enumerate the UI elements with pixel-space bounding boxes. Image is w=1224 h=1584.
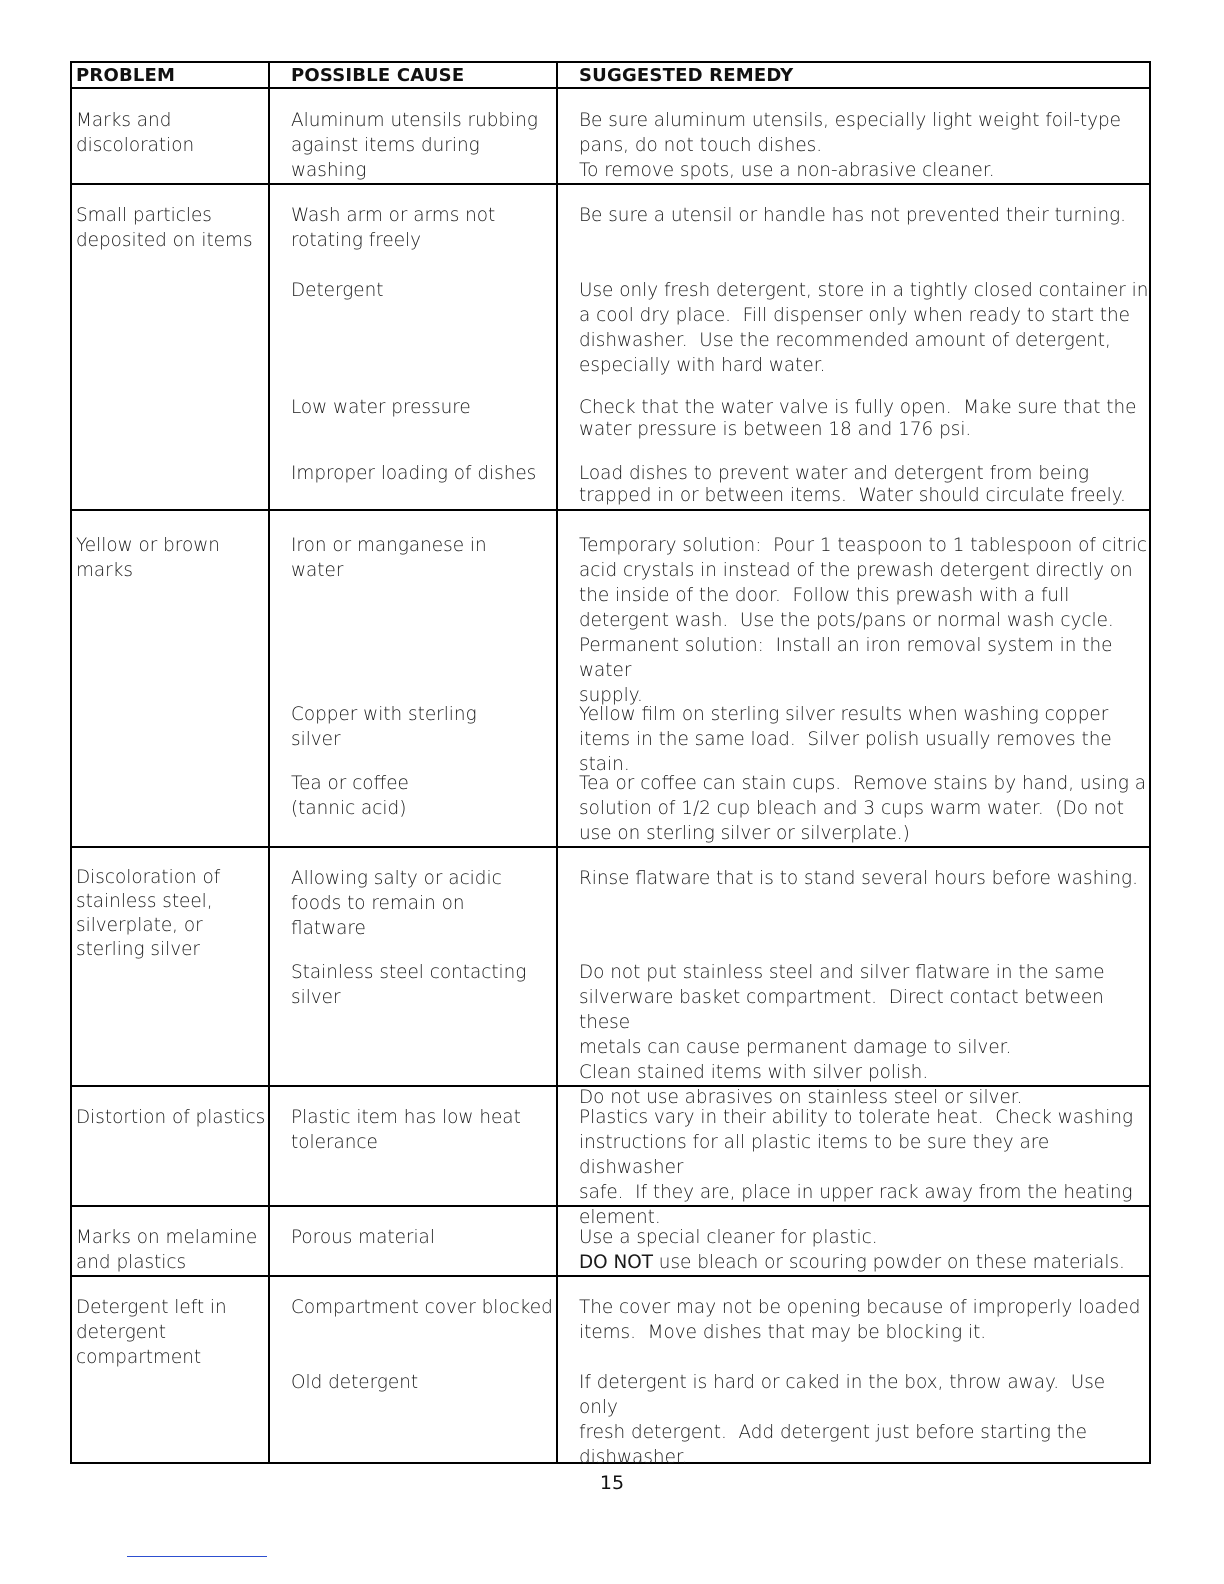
problem-cell: Distortion of plastics bbox=[76, 1107, 266, 1128]
cause-cell: Plastic item has low heat tolerance bbox=[291, 1107, 521, 1153]
cause-cell: Copper with sterling silver bbox=[291, 704, 477, 750]
cause-cell: Detergent bbox=[291, 280, 384, 301]
page-number: 15 bbox=[599, 1472, 625, 1494]
cause-cell: Iron or manganese in water bbox=[291, 535, 487, 581]
problem-cell: Discoloration of stainless steel, silverplate, or sterling silver bbox=[76, 867, 221, 960]
remedy-cell: Tea or coffee can stain cups. Remove stains by hand, using a solution of 1/2 cup bleach and 3 cups warm water. (Do not use on sterling silver or silverplate.) bbox=[579, 773, 1147, 844]
remedy-cell bbox=[579, 1225, 1125, 1275]
column-divider bbox=[556, 63, 558, 1462]
row-divider bbox=[72, 1275, 1149, 1277]
problem-cell: Detergent left in detergent compartment bbox=[76, 1297, 227, 1368]
remedy-cell: Plastics vary in their ability to tolerate heat. Check washing instructions for all plastic items to be sure they are dishwasher safe. If they are, place in upper rack away from the heating element. bbox=[579, 1107, 1134, 1228]
remedy-line: use bleach or scouring powder on these materials. bbox=[652, 1252, 1125, 1273]
remedy-cell: Load dishes to prevent water and detergent from being trapped in or between items. Water should circulate freely. bbox=[579, 463, 1126, 506]
remedy-cell: Temporary solution: Pour 1 teaspoon to 1 tablespoon of citric acid crystals in instead of the prewash detergent directly on the inside of the door. Follow this prewash with a full detergent wash. Use the pots/pans or normal wash cycle. Permanent solution: Install an iron removal system in the water supply. bbox=[579, 535, 1147, 706]
cause-cell: Stainless steel contacting silver bbox=[291, 962, 527, 1008]
remedy-cell: Be sure aluminum utensils, especially light weight foil-type pans, do not touch dishes. To remove spots, use a non-abrasive cleaner. bbox=[579, 110, 1121, 181]
cause-cell: Allowing salty or acidic foods to remain on flatware bbox=[291, 868, 502, 939]
cause-cell: Old detergent bbox=[291, 1372, 419, 1393]
problem-cell: Marks and discoloration bbox=[76, 110, 195, 156]
header-problem: PROBLEM bbox=[76, 65, 176, 86]
warning-emphasis: DO NOT bbox=[579, 1252, 653, 1273]
remedy-cell: Do not put stainless steel and silver flatware in the same silverware basket compartment. Direct contact between these metals can cause permanent damage to silver. Clean stained items with silver polish. Do not use abrasives on stainless steel or silver. bbox=[579, 962, 1105, 1108]
cause-cell: Porous material bbox=[291, 1227, 435, 1248]
row-divider bbox=[72, 183, 1149, 185]
remedy-cell: Yellow film on sterling silver results when washing copper items in the same load. Silver polish usually removes the stain. bbox=[579, 704, 1112, 775]
cause-cell: Improper loading of dishes bbox=[291, 463, 537, 484]
cause-cell: Tea or coffee (tannic acid) bbox=[291, 773, 409, 819]
cause-cell: Wash arm or arms not rotating freely bbox=[291, 205, 496, 251]
remedy-cell: Rinse flatware that is to stand several hours before washing. bbox=[579, 868, 1138, 889]
row-divider bbox=[72, 846, 1149, 848]
footer-rule bbox=[127, 1556, 267, 1557]
remedy-cell: Be sure a utensil or handle has not prevented their turning. bbox=[579, 205, 1127, 226]
header-suggested-remedy: SUGGESTED REMEDY bbox=[579, 65, 794, 86]
cause-cell: Low water pressure bbox=[291, 397, 471, 418]
problem-cell: Small particles deposited on items bbox=[76, 205, 253, 251]
column-divider bbox=[268, 63, 270, 1462]
remedy-line: Use a special cleaner for plastic. bbox=[579, 1227, 878, 1248]
problem-cell: Yellow or brown marks bbox=[76, 535, 220, 581]
header-possible-cause: POSSIBLE CAUSE bbox=[291, 65, 465, 86]
row-divider bbox=[72, 509, 1149, 511]
header-divider bbox=[72, 87, 1149, 89]
remedy-cell: Use only fresh detergent, store in a tightly closed container in a cool dry place. Fill dispenser only when ready to start the dishwasher. Use the recommended amount of detergent, especially with hard water. bbox=[579, 280, 1149, 376]
problem-cell: Marks on melamine and plastics bbox=[76, 1227, 258, 1273]
remedy-cell: If detergent is hard or caked in the box, throw away. Use only fresh detergent. Add detergent just before starting the dishwasher. bbox=[579, 1372, 1106, 1468]
remedy-cell: Check that the water valve is fully open. Make sure that the water pressure is between 18 and 176 psi. bbox=[579, 397, 1137, 440]
remedy-cell: The cover may not be opening because of improperly loaded items. Move dishes that may be blocking it. bbox=[579, 1297, 1141, 1343]
troubleshooting-table bbox=[70, 61, 1151, 1468]
cause-cell: Compartment cover blocked bbox=[291, 1297, 553, 1318]
cause-cell: Aluminum utensils rubbing against items during washing bbox=[291, 110, 538, 181]
